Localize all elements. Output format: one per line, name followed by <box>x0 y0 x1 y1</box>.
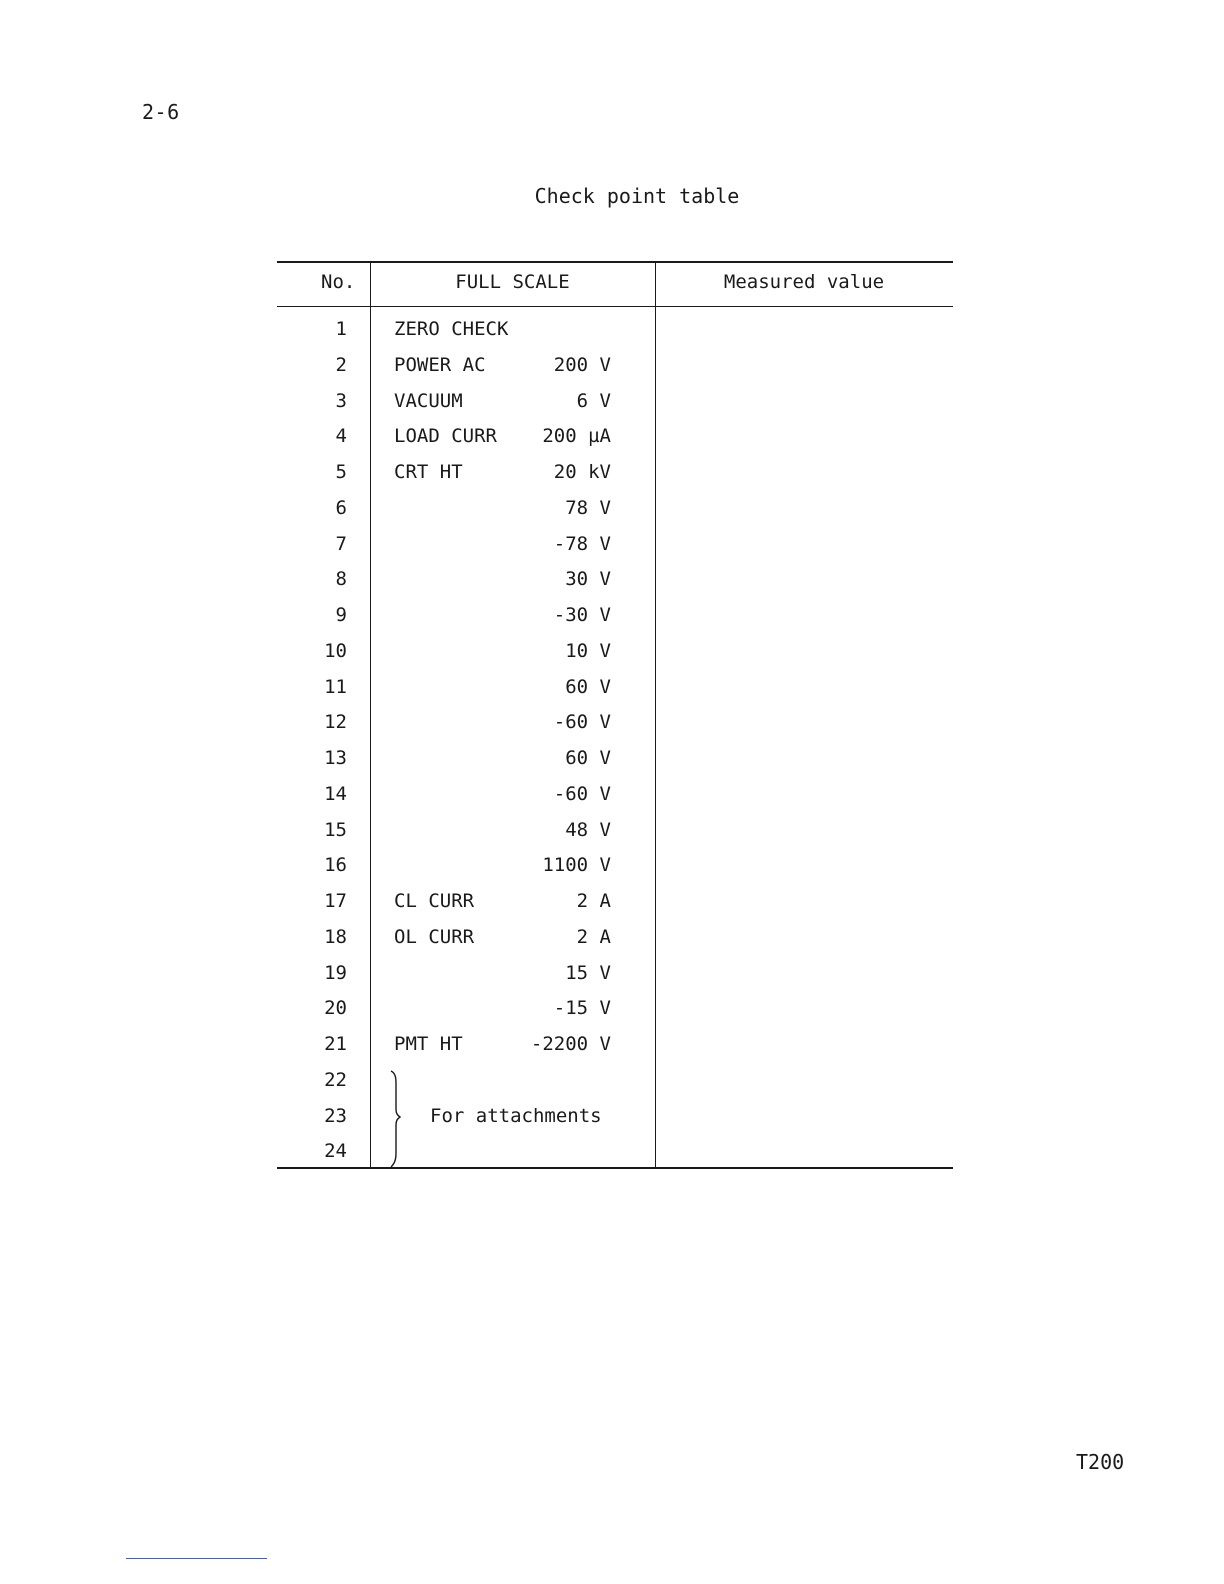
row-number: 8 <box>335 568 347 591</box>
row-number: 15 <box>324 818 347 841</box>
row-number: 11 <box>324 675 347 698</box>
attachments-label: For attachments <box>430 1105 602 1127</box>
row-number: 3 <box>335 389 347 412</box>
row-number: 7 <box>335 532 347 555</box>
bottom-rule <box>126 1558 267 1559</box>
check-point-label: VACUUM <box>394 389 463 412</box>
row-number: 18 <box>324 925 347 948</box>
full-scale-value: -2200 V <box>530 1033 611 1055</box>
row-number: 21 <box>324 1033 347 1055</box>
table-row <box>277 598 953 634</box>
full-scale-value: 20 kV <box>553 461 611 483</box>
table-row <box>277 1134 953 1170</box>
page-number: 2-6 <box>142 100 180 124</box>
table-row <box>277 777 953 813</box>
full-scale-value: -15 V <box>553 997 611 1020</box>
full-scale-value: 10 V <box>565 639 611 662</box>
table-row <box>277 956 953 992</box>
full-scale-value: 2 A <box>576 925 611 948</box>
row-number: 14 <box>324 782 347 805</box>
row-number: 6 <box>335 496 347 519</box>
row-number: 13 <box>324 747 347 769</box>
row-number: 4 <box>335 425 347 448</box>
table-row <box>277 562 953 598</box>
row-number: 23 <box>324 1104 347 1127</box>
table-row <box>277 884 953 920</box>
full-scale-value: 78 V <box>565 496 611 519</box>
full-scale-value: 200 µA <box>542 425 611 448</box>
full-scale-value: 200 V <box>553 353 611 376</box>
full-scale-value: 6 V <box>576 389 611 412</box>
full-scale-value: 2 A <box>576 890 611 912</box>
row-number: 10 <box>324 639 347 662</box>
table-row <box>277 1063 953 1099</box>
check-point-label: PMT HT <box>394 1033 463 1055</box>
row-number: 1 <box>335 318 347 340</box>
table-row <box>277 1099 953 1135</box>
full-scale-value: -78 V <box>553 532 611 555</box>
row-number: 12 <box>324 711 347 734</box>
check-point-label: ZERO CHECK <box>394 318 509 340</box>
header-full-scale: FULL SCALE <box>455 271 570 293</box>
page-title: Check point table <box>534 184 740 208</box>
row-number: 9 <box>335 604 347 626</box>
full-scale-value: 60 V <box>565 675 611 698</box>
row-number: 5 <box>335 461 347 483</box>
table-row <box>277 920 953 956</box>
table-row <box>277 741 953 777</box>
table-row <box>277 991 953 1027</box>
header-no: No. <box>321 271 356 293</box>
check-point-label: CRT HT <box>394 461 463 483</box>
full-scale-value: 60 V <box>565 747 611 769</box>
table-row <box>277 670 953 706</box>
table-row <box>277 1027 953 1063</box>
table-row <box>277 848 953 884</box>
row-number: 16 <box>324 854 347 877</box>
check-point-label: LOAD CURR <box>394 425 497 448</box>
table-row <box>277 705 953 741</box>
header-measured-value: Measured value <box>723 271 885 293</box>
table-row <box>277 491 953 527</box>
check-point-table <box>277 261 953 1169</box>
row-number: 22 <box>324 1068 347 1091</box>
full-scale-value: 1100 V <box>542 854 611 877</box>
table-row <box>277 634 953 670</box>
full-scale-value: 15 V <box>565 961 611 984</box>
check-point-label: OL CURR <box>394 925 475 948</box>
right-brace-icon <box>387 1069 411 1169</box>
table-row <box>277 312 953 348</box>
row-number: 17 <box>324 890 347 912</box>
table-row <box>277 348 953 384</box>
header-rule <box>277 306 953 307</box>
table-row <box>277 384 953 420</box>
check-point-label: POWER AC <box>394 353 486 376</box>
row-number: 24 <box>324 1140 347 1163</box>
full-scale-value: -30 V <box>553 604 611 626</box>
table-row <box>277 419 953 455</box>
full-scale-value: -60 V <box>553 782 611 805</box>
full-scale-value: 48 V <box>565 818 611 841</box>
table-row <box>277 527 953 563</box>
row-number: 19 <box>324 961 347 984</box>
full-scale-value: -60 V <box>553 711 611 734</box>
row-number: 20 <box>324 997 347 1020</box>
table-body <box>277 312 953 1170</box>
row-number: 2 <box>335 353 347 376</box>
full-scale-value: 30 V <box>565 568 611 591</box>
table-row <box>277 455 953 491</box>
table-row <box>277 813 953 849</box>
check-point-label: CL CURR <box>394 890 475 912</box>
footer-code: T200 <box>1076 1450 1125 1474</box>
